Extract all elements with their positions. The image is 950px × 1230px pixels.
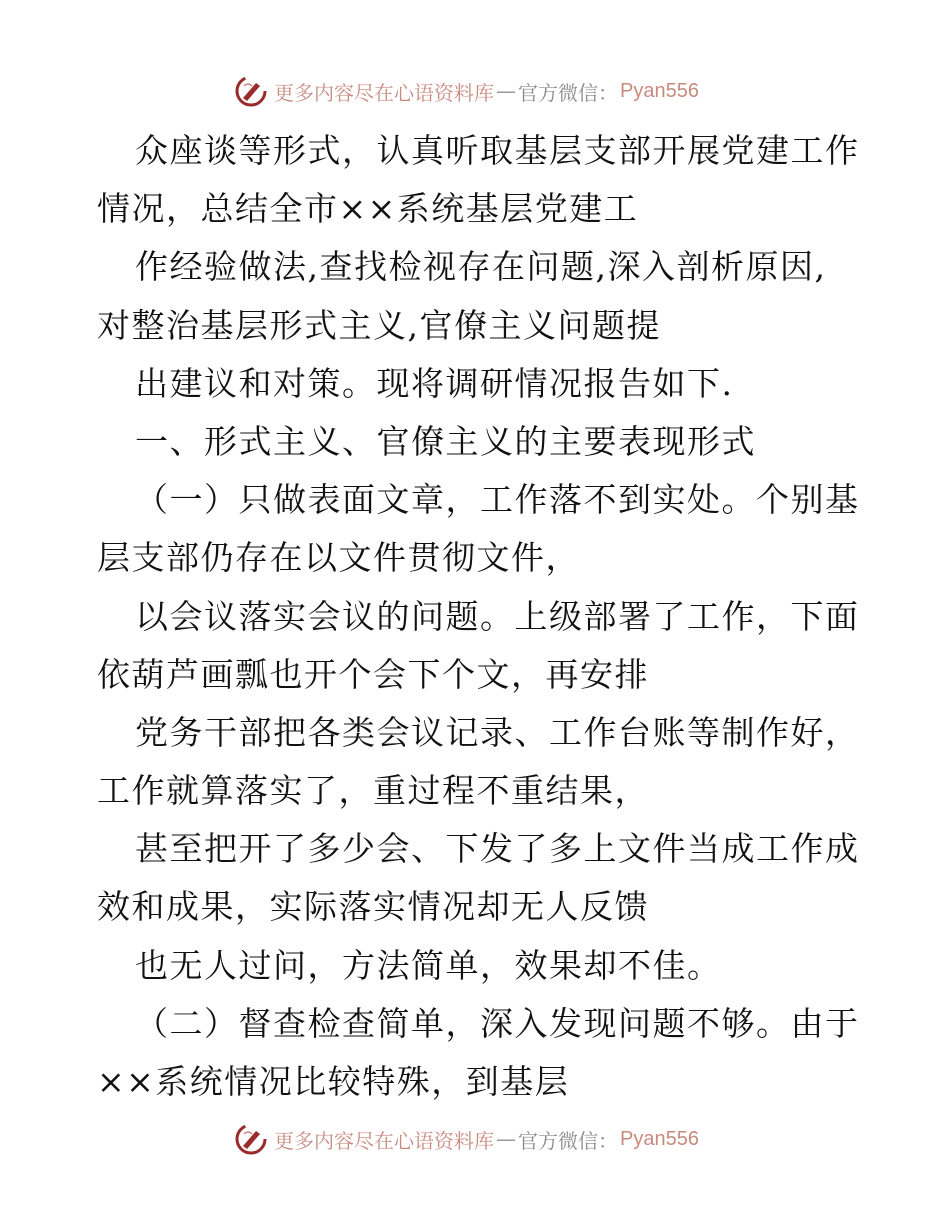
- paragraph-line: 对整治基层形式主义,官僚主义问题提: [97, 305, 661, 345]
- quill-logo-icon: [234, 74, 268, 108]
- paragraph-line: 出建议和对策。现将调研情况报告如下.: [135, 363, 734, 403]
- paragraph-line: 工作就算落实了，重过程不重结果，: [97, 771, 649, 811]
- watermark-wechat-id: Pyan556: [620, 79, 699, 102]
- paragraph-line: 作经验做法,查找检视存在问题,深入剖析原因,: [135, 247, 827, 287]
- paragraph-line: 效和成果，实际落实情况却无人反馈: [97, 887, 649, 927]
- paragraph-line: 众座谈等形式，认真听取基层支部开展党建工作: [135, 131, 860, 170]
- paragraph-line: ××系统情况比较特殊，到基层: [97, 1062, 570, 1101]
- watermark-site-text: 更多内容尽在心语资料库: [274, 1128, 494, 1153]
- subsection-heading-line: （二）督查检查简单，深入发现问题不够。由于: [135, 1003, 860, 1043]
- paragraph-line: 甚至把开了多少会、下发了多上文件当成工作成: [135, 829, 860, 869]
- watermark-wechat-id: Pyan556: [620, 1127, 699, 1150]
- watermark-site-text: 更多内容尽在心语资料库: [274, 80, 494, 105]
- paragraph-line: 依葫芦画瓢也开个会下个文，再安排: [97, 654, 649, 694]
- paragraph-line: 情况，总结全市××系统基层党建工: [97, 189, 639, 229]
- watermark-dash: —: [496, 1127, 516, 1151]
- paragraph-line: 层支部仍存在以文件贯彻文件，: [97, 538, 580, 578]
- subsection-heading-line: （一）只做表面文章，工作落不到实处。个别基: [135, 480, 860, 520]
- watermark-dash: —: [496, 79, 516, 103]
- quill-logo-icon: [234, 1122, 268, 1156]
- paragraph-line: 党务干部把各类会议记录、工作台账等制作好，: [135, 712, 860, 752]
- paragraph-line: 也无人过问，方法简单，效果却不佳。: [135, 945, 722, 985]
- header-watermark: [234, 72, 699, 110]
- document-body: [97, 122, 860, 1111]
- paragraph-line: 以会议落实会议的问题。上级部署了工作，下面: [135, 596, 860, 636]
- watermark-wechat-label: 官方微信：: [518, 1128, 618, 1153]
- watermark-wechat-label: 官方微信：: [518, 80, 618, 105]
- section-heading: 一、形式主义、官僚主义的主要表现形式: [135, 421, 756, 461]
- footer-watermark: [234, 1120, 699, 1158]
